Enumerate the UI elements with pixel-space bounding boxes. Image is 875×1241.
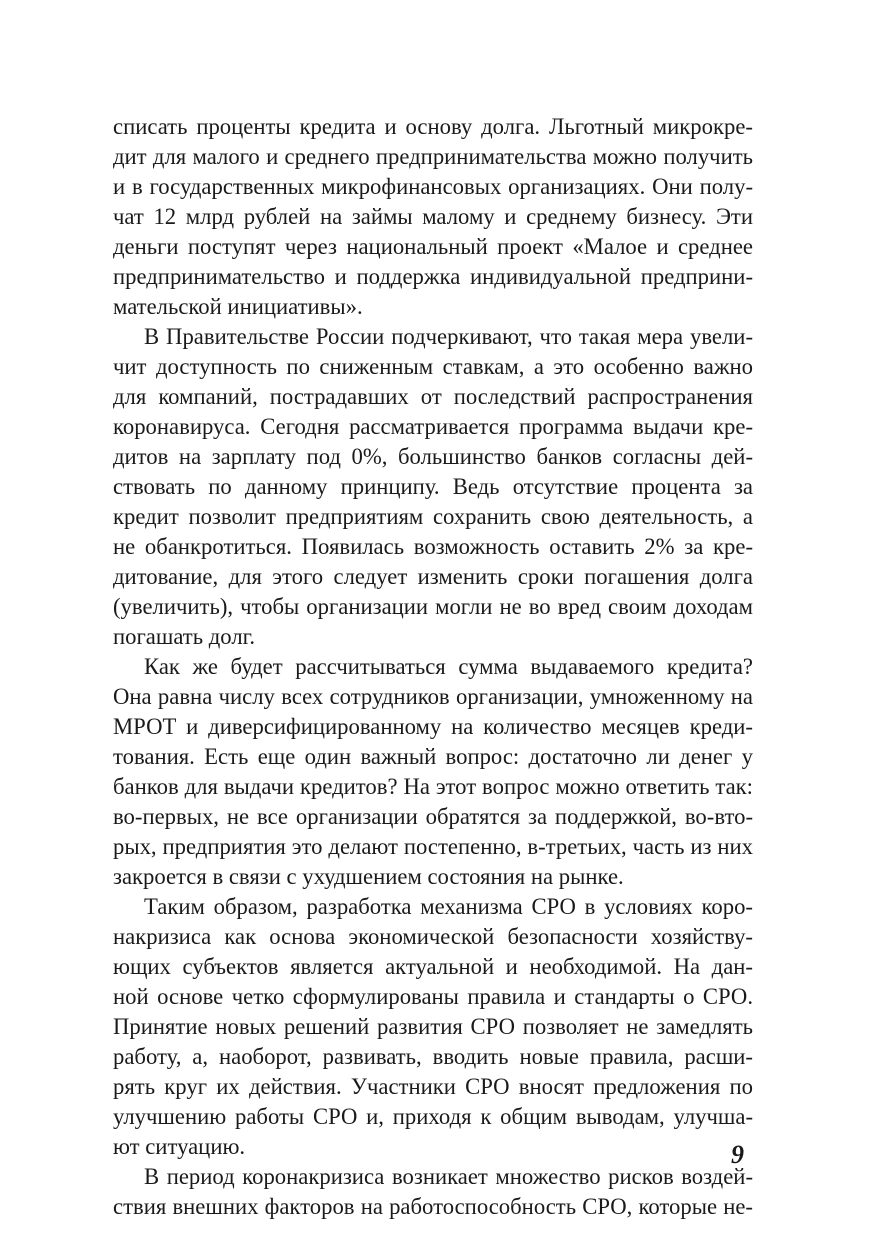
text-line: дит для малого и среднего предпринимательства можно получить [113, 144, 753, 169]
text-line: во-первых, не все организации обратятся за поддержкой, во-вто- [113, 804, 753, 829]
page-body [113, 112, 753, 1222]
text-line: Таким образом, разработка механизма СРО в условиях коро- [144, 894, 753, 919]
text-line: МРОТ и диверсифицированному на количество месяцев креди- [113, 714, 753, 739]
text-line: ной основе четко сформулированы правила и стандарты о СРО. [113, 984, 753, 1009]
page-number: 9 [731, 1140, 744, 1169]
text-line: чат 12 млрд рублей на займы малому и среднему бизнесу. Эти [113, 204, 753, 229]
text-line: ющих субъектов является актуальной и необходимой. На дан- [113, 954, 753, 979]
text-line: работу, а, наоборот, развивать, вводить новые правила, расши- [113, 1044, 753, 1069]
paragraph-3 [113, 652, 753, 892]
text-line: Принятие новых решений развития СРО позволяет не замедлять [113, 1014, 753, 1039]
text-line: дитов на зарплату под 0%, большинство банков согласны дей- [113, 444, 753, 469]
text-line: погашать долг. [113, 624, 256, 649]
text-line: закроется в связи с ухудшением состояния на рынке. [113, 864, 624, 889]
text-line: предпринимательство и поддержка индивидуальной предприни- [113, 264, 753, 289]
text-line: кредит позволит предприятиям сохранить свою деятельность, а [113, 504, 753, 529]
text-line: для компаний, пострадавших от последствий распространения [113, 384, 753, 409]
paragraph-5 [113, 1162, 753, 1222]
text-line: рых, предприятия это делают постепенно, в-третьих, часть из них [113, 834, 753, 859]
text-line: мательской инициативы». [113, 294, 363, 319]
text-line: списать проценты кредита и основу долга. Льготный микрокре- [113, 114, 753, 139]
text-line: Как же будет рассчитываться сумма выдаваемого кредита? [144, 654, 753, 679]
text-line: (увеличить), чтобы организации могли не во вред своим доходам [113, 594, 753, 619]
text-line: не обанкротиться. Появилась возможность оставить 2% за кре- [113, 534, 753, 559]
paragraph-4 [113, 892, 753, 1162]
text-line: ствия внешних факторов на работоспособность СРО, которые не- [113, 1194, 753, 1219]
paragraph-2 [113, 322, 753, 652]
paragraph-1 [113, 112, 753, 322]
text-line: Она равна числу всех сотрудников организации, умноженному на [113, 684, 753, 709]
text-line: накризиса как основа экономической безопасности хозяйству- [113, 924, 753, 949]
text-line: тования. Есть еще один важный вопрос: достаточно ли денег у [113, 744, 753, 769]
text-line: рять круг их действия. Участники СРО вносят предложения по [113, 1074, 753, 1099]
text-line: ствовать по данному принципу. Ведь отсутствие процента за [113, 474, 753, 499]
text-line: улучшению работы СРО и, приходя к общим выводам, улучша- [113, 1104, 753, 1129]
text-line: В Правительстве России подчеркивают, что такая мера увели- [144, 324, 753, 349]
text-line: деньги поступят через национальный проект «Малое и среднее [113, 234, 753, 259]
text-line: и в государственных микрофинансовых организациях. Они полу- [113, 174, 753, 199]
text-line: чит доступность по сниженным ставкам, а это особенно важно [113, 354, 753, 379]
text-line: дитование, для этого следует изменить сроки погашения долга [113, 564, 753, 589]
text-line: коронавируса. Сегодня рассматривается программа выдачи кре- [113, 414, 753, 439]
text-line: В период коронакризиса возникает множество рисков воздей- [144, 1164, 753, 1189]
text-line: ют ситуацию. [113, 1134, 246, 1159]
text-line: банков для выдачи кредитов? На этот вопрос можно ответить так: [113, 774, 753, 799]
